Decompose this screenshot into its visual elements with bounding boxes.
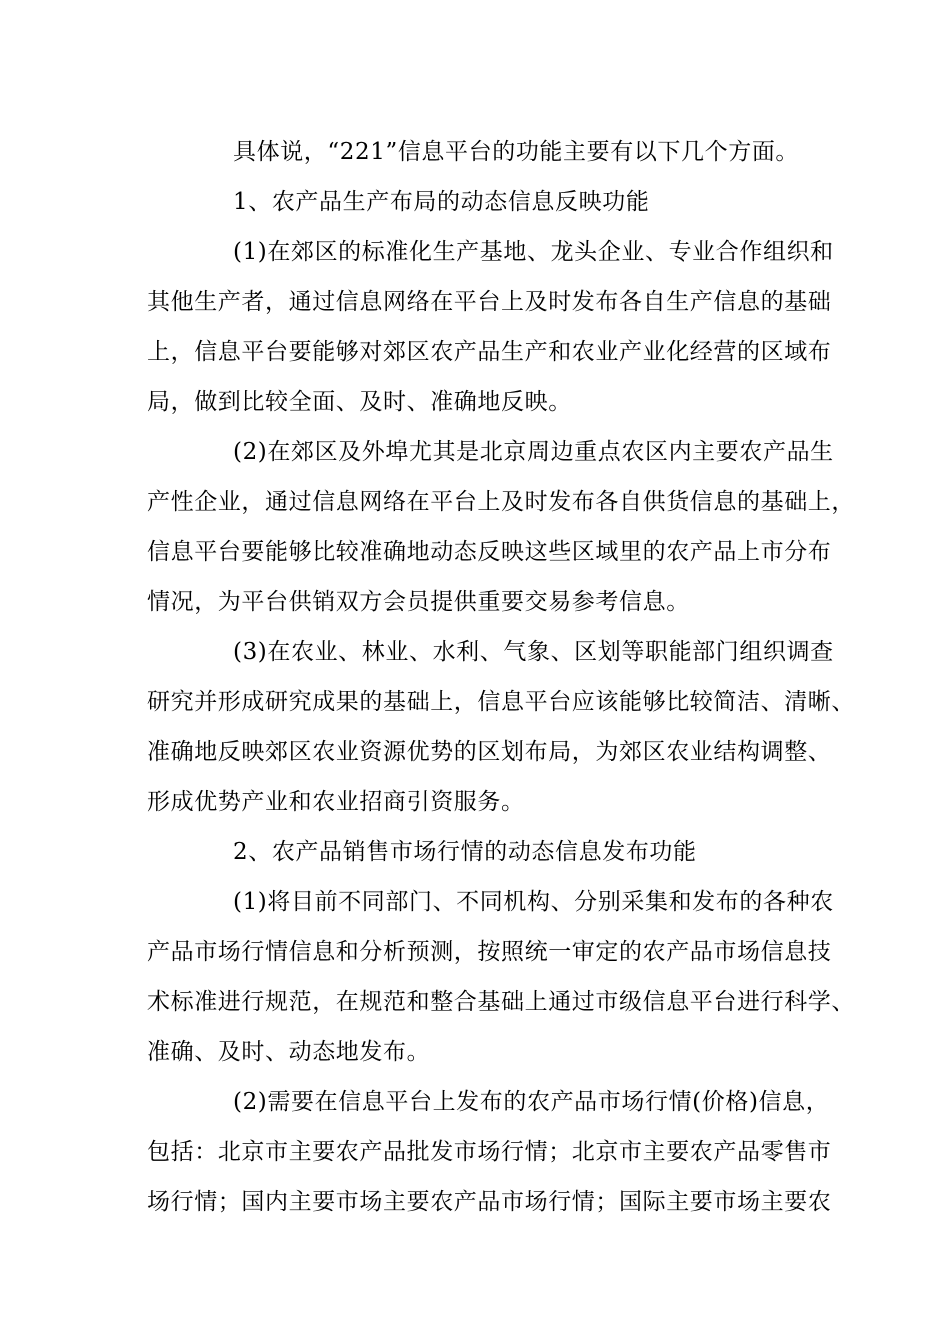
paragraph-line: 研究并形成研究成果的基础上，信息平台应该能够比较简洁、清晰、 bbox=[147, 689, 855, 715]
paragraph-line: (1)在郊区的标准化生产基地、龙头企业、专业合作组织和 bbox=[233, 239, 834, 265]
section-heading-2: 2、农产品销售市场行情的动态信息发布功能 bbox=[233, 839, 697, 865]
paragraph-line: (2)需要在信息平台上发布的农产品市场行情(价格)信息， bbox=[233, 1089, 830, 1115]
paragraph-line: 准确地反映郊区农业资源优势的区划布局，为郊区农业结构调整、 bbox=[147, 739, 832, 765]
paragraph-line: 形成优势产业和农业招商引资服务。 bbox=[147, 789, 525, 815]
paragraph-line: (2)在郊区及外埠尤其是北京周边重点农区内主要农产品生 bbox=[233, 439, 834, 465]
paragraph-line: 其他生产者，通过信息网络在平台上及时发布各自生产信息的基础 bbox=[147, 289, 832, 315]
intro-line: 具体说，“221”信息平台的功能主要有以下几个方面。 bbox=[233, 139, 800, 165]
paragraph-line: 产性企业，通过信息网络在平台上及时发布各自供货信息的基础上， bbox=[147, 489, 855, 515]
paragraph-line: 术标准进行规范，在规范和整合基础上通过市级信息平台进行科学、 bbox=[147, 989, 855, 1015]
paragraph-line: 产品市场行情信息和分析预测，按照统一审定的农产品市场信息技 bbox=[147, 939, 832, 965]
paragraph-line: 信息平台要能够比较准确地动态反映这些区域里的农产品上市分布 bbox=[147, 539, 832, 565]
paragraph-line: (3)在农业、林业、水利、气象、区划等职能部门组织调查 bbox=[233, 639, 834, 665]
paragraph-line: 情况，为平台供销双方会员提供重要交易参考信息。 bbox=[147, 589, 690, 615]
paragraph-line: 上，信息平台要能够对郊区农产品生产和农业产业化经营的区域布 bbox=[147, 339, 832, 365]
paragraph-line: 场行情；国内主要市场主要农产品市场行情；国际主要市场主要农 bbox=[147, 1189, 832, 1215]
paragraph-line: 准确、及时、动态地发布。 bbox=[147, 1039, 431, 1065]
paragraph-line: (1)将目前不同部门、不同机构、分别采集和发布的各种农 bbox=[233, 889, 834, 915]
paragraph-line: 包括：北京市主要农产品批发市场行情；北京市主要农产品零售市 bbox=[147, 1139, 832, 1165]
section-heading-1: 1、农产品生产布局的动态信息反映功能 bbox=[233, 189, 650, 215]
paragraph-line: 局，做到比较全面、及时、准确地反映。 bbox=[147, 389, 572, 415]
